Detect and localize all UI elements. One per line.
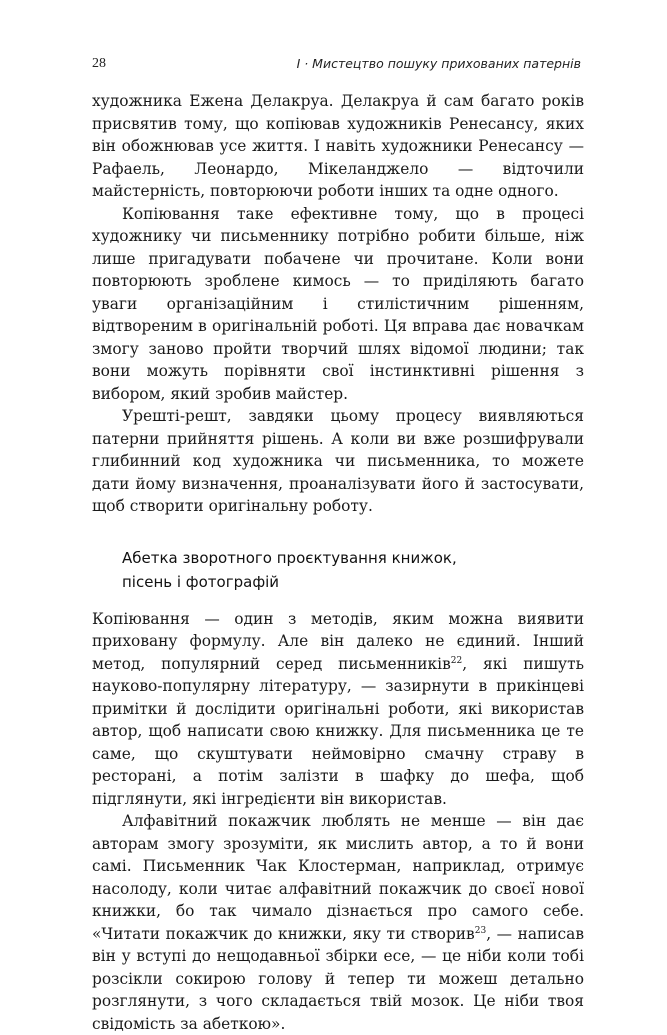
paragraph-continued: художника Ежена Делакруа. Делакруа й сам багато років присвятив тому, що копіював художників Ренесансу, яких він обожнював усе життя. І навіть художники Ренесансу — Рафаель, Леонардо, Мікеланджело — відточили майстерність, повторюючи роботи інших та одне одного. <box>92 92 584 200</box>
footnote-ref-23: 23 <box>474 925 487 936</box>
section-heading <box>122 546 584 594</box>
paragraph-text: , які пишуть науково-популярну літературу, — зазирнути в прикінцеві примітки й дослідити оригінальні роботи, які використав автор, щоб написати свою книжку. Для письменника це те саме, що скуштувати неймовірно смачну страву в ресторані, а потім залізти в шафку до шефа, щоб підглянути, які інгредієнти він використав. <box>92 654 585 808</box>
paragraph-text: , — написав він у вступі до нещодавньої збірки есе, — це ніби коли тобі розсікли сокирою голову й тепер ти можеш детально розглянути, з чого складається твій мозок. Це ніби твоя свідомість за абеткою». <box>92 924 585 1033</box>
footnote-ref-22: 22 <box>450 655 463 666</box>
paragraph-reverse-engineering <box>92 608 584 811</box>
paragraph-index <box>92 810 584 1035</box>
section-heading-line-2: пісень і фотографій <box>122 572 280 591</box>
page-body <box>92 90 584 1035</box>
running-title: I · Мистецтво пошуку прихованих патернів <box>296 56 581 71</box>
paragraph-text: Алфавітний покажчик люблять не менше — він дає авторам змогу зрозуміти, як мислить автор, а то й вони самі. Письменник Чак Клостерман, наприклад, отримує насолоду, коли читає алфавітний покажчик до своєї нової книжки, бо так чимало дізнається про самого себе. «Читати покажчик до книжки, яку ти створив <box>92 812 584 943</box>
paragraph-text: Копіювання — один з методів, яким можна виявити приховану формулу. Але він далеко не єдиний. Інший метод, популярний серед письменників <box>92 609 584 673</box>
page-number: 28 <box>92 56 106 71</box>
paragraph-copying-effective: Копіювання таке ефективне тому, що в процесі художнику чи письменнику потрібно робити більше, ніж лише пригадувати побачене чи прочитане. Коли вони повторюють зроблене кимось — то приділяють багато уваги організаційним і стилістичним рішенням, відтвореним в оригінальній роботі. Ця вправа дає новачкам змогу заново пройти творчий шлях відомої людини; так вони можуть порівняти свої інстинктивні рішення з вибором, який зробив майстер. <box>92 204 584 403</box>
section-heading-line-1: Абетка зворотного проєктування книжок, <box>122 548 457 567</box>
paragraph-decision-patterns: Урешті-решт, завдяки цьому процесу виявляються патерни прийняття рішень. А коли ви вже розшифрували глибинний код художника чи письменника, то можете дати йому визначення, проаналізувати його й застосувати, щоб створити оригінальну роботу. <box>92 407 584 515</box>
running-head <box>92 54 581 74</box>
